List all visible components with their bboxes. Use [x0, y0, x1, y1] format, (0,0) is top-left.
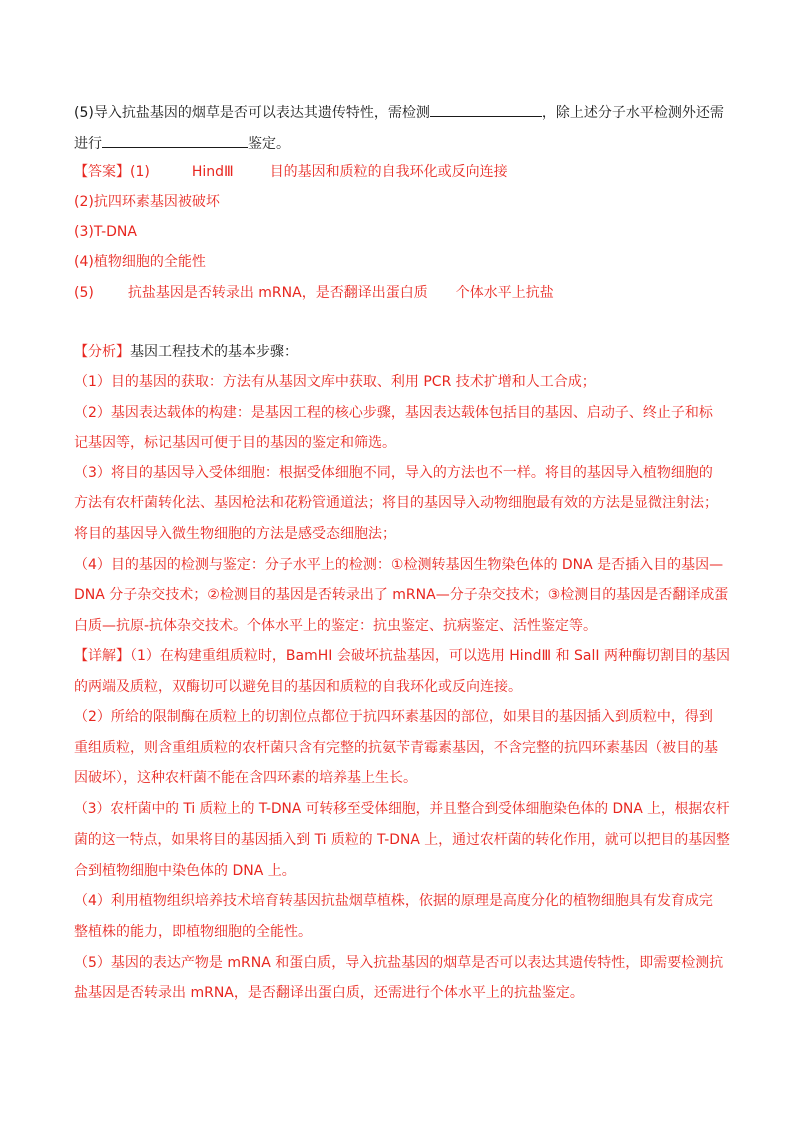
detail-line: （4）利用植物组织培养技术培育转基因抗盐烟草植株，依据的原理是高度分化的植物细胞具有发育成完: [74, 893, 713, 909]
answer-label: 【答案】(1): [74, 164, 150, 180]
answer-blank-1: [430, 101, 542, 117]
answer-5-number: (5): [74, 285, 94, 301]
analysis-line: 将目的基因导入微生物细胞的方法是感受态细胞法；: [74, 526, 396, 542]
answer-line-1: [74, 162, 508, 182]
question-text-after-blank-2: 鉴定。: [248, 136, 290, 152]
answer-1-enzyme: HindⅢ: [191, 164, 234, 180]
analysis-label: 【分析】: [74, 344, 130, 360]
detail-line: 菌的这一特点，如果将目的基因插入到 Ti 质粒的 T-DNA 上，通过农杆菌的转化作用，就可以把目的基因整: [74, 832, 730, 848]
answer-line-3: (3)T-DNA: [74, 224, 137, 240]
detail-label: 【详解】: [74, 648, 130, 664]
detail-line: 合到植物细胞中染色体的 DNA 上。: [74, 863, 296, 879]
detail-line: （3）农杆菌中的 Ti 质粒上的 T-DNA 可转移至受体细胞，并且整合到受体细胞染色体的 DNA 上，根据农杆: [74, 801, 730, 817]
question-text-after-blank-1: ，除上述分子水平检测外还需: [541, 105, 724, 121]
question-text-before-blank-2: 进行: [74, 136, 102, 152]
analysis-line: （3）将目的基因导入受体细胞：根据受体细胞不同，导入的方法也不一样。将目的基因导入植物细胞的: [74, 465, 713, 481]
detail-line: 因破坏），这种农杆菌不能在含四环素的培养基上生长。: [74, 770, 417, 786]
answer-blank-2: [102, 132, 248, 148]
analysis-title: 基因工程技术的基本步骤：: [130, 344, 298, 360]
question-text-before-blank-1: (5)导入抗盐基因的烟草是否可以表达其遗传特性，需检测: [74, 105, 430, 121]
answer-line-4: (4)植物细胞的全能性: [74, 254, 206, 270]
analysis-line: 白质—抗原-抗体杂交技术。个体水平上的鉴定：抗虫鉴定、抗病鉴定、活性鉴定等。: [74, 618, 598, 634]
detail-line-1: [74, 646, 730, 666]
detail-line: 的两端及质粒，双酶切可以避免目的基因和质粒的自我环化或反向连接。: [74, 679, 522, 695]
detail-line: 重组质粒，则含重组质粒的农杆菌只含有完整的抗氨苄青霉素基因，不含完整的抗四环素基因（被目的基: [74, 740, 718, 756]
analysis-line: （4）目的基因的检测与鉴定：分子水平上的检测：①检测转基因生物染色体的 DNA 是否插入目的基因—: [74, 557, 724, 573]
question-line-1: [74, 101, 724, 123]
analysis-line: 记基因等，标记基因可便于目的基因的鉴定和筛选。: [74, 435, 396, 451]
analysis-heading: [74, 342, 298, 362]
analysis-line: （1）目的基因的获取：方法有从基因文库中获取、利用 PCR 技术扩增和人工合成；: [74, 374, 596, 390]
detail-line: （2）所给的限制酶在质粒上的切割位点都位于抗四环素基因的部位，如果目的基因插入到质粒中，得到: [74, 709, 713, 725]
analysis-line: （2）基因表达载体的构建：是基因工程的核心步骤，基因表达载体包括目的基因、启动子、终止子和标: [74, 405, 713, 421]
analysis-line: DNA 分子杂交技术；②检测目的基因是否转录出了 mRNA—分子杂交技术；③检测目的基因是否翻译成蛋: [74, 587, 729, 603]
analysis-line: 方法有农杆菌转化法、基因枪法和花粉管通道法；将目的基因导入动物细胞最有效的方法是显微注射法；: [74, 495, 718, 511]
answer-line-5: [74, 283, 554, 303]
answer-5-part-2: 个体水平上抗盐: [455, 285, 554, 301]
detail-line: （5）基因的表达产物是 mRNA 和蛋白质，导入抗盐基因的烟草是否可以表达其遗传特性，即需要检测抗: [74, 955, 724, 971]
question-line-2: [74, 132, 290, 154]
detail-line-text: （1）在构建重组质粒时，BamHI 会破坏抗盐基因，可以选用 HindⅢ 和 SalⅠ 两种酶切割目的基因: [130, 648, 730, 664]
answer-line-2: (2)抗四环素基因被破坏: [74, 194, 220, 210]
detail-line: 整植株的能力，即植物细胞的全能性。: [74, 924, 312, 940]
detail-line: 盐基因是否转录出 mRNA，是否翻译出蛋白质，还需进行个体水平上的抗盐鉴定。: [74, 985, 584, 1001]
answer-5-part-1: 抗盐基因是否转录出 mRNA，是否翻译出蛋白质: [127, 285, 428, 301]
answer-1-reason: 目的基因和质粒的自我环化或反向连接: [269, 164, 508, 180]
